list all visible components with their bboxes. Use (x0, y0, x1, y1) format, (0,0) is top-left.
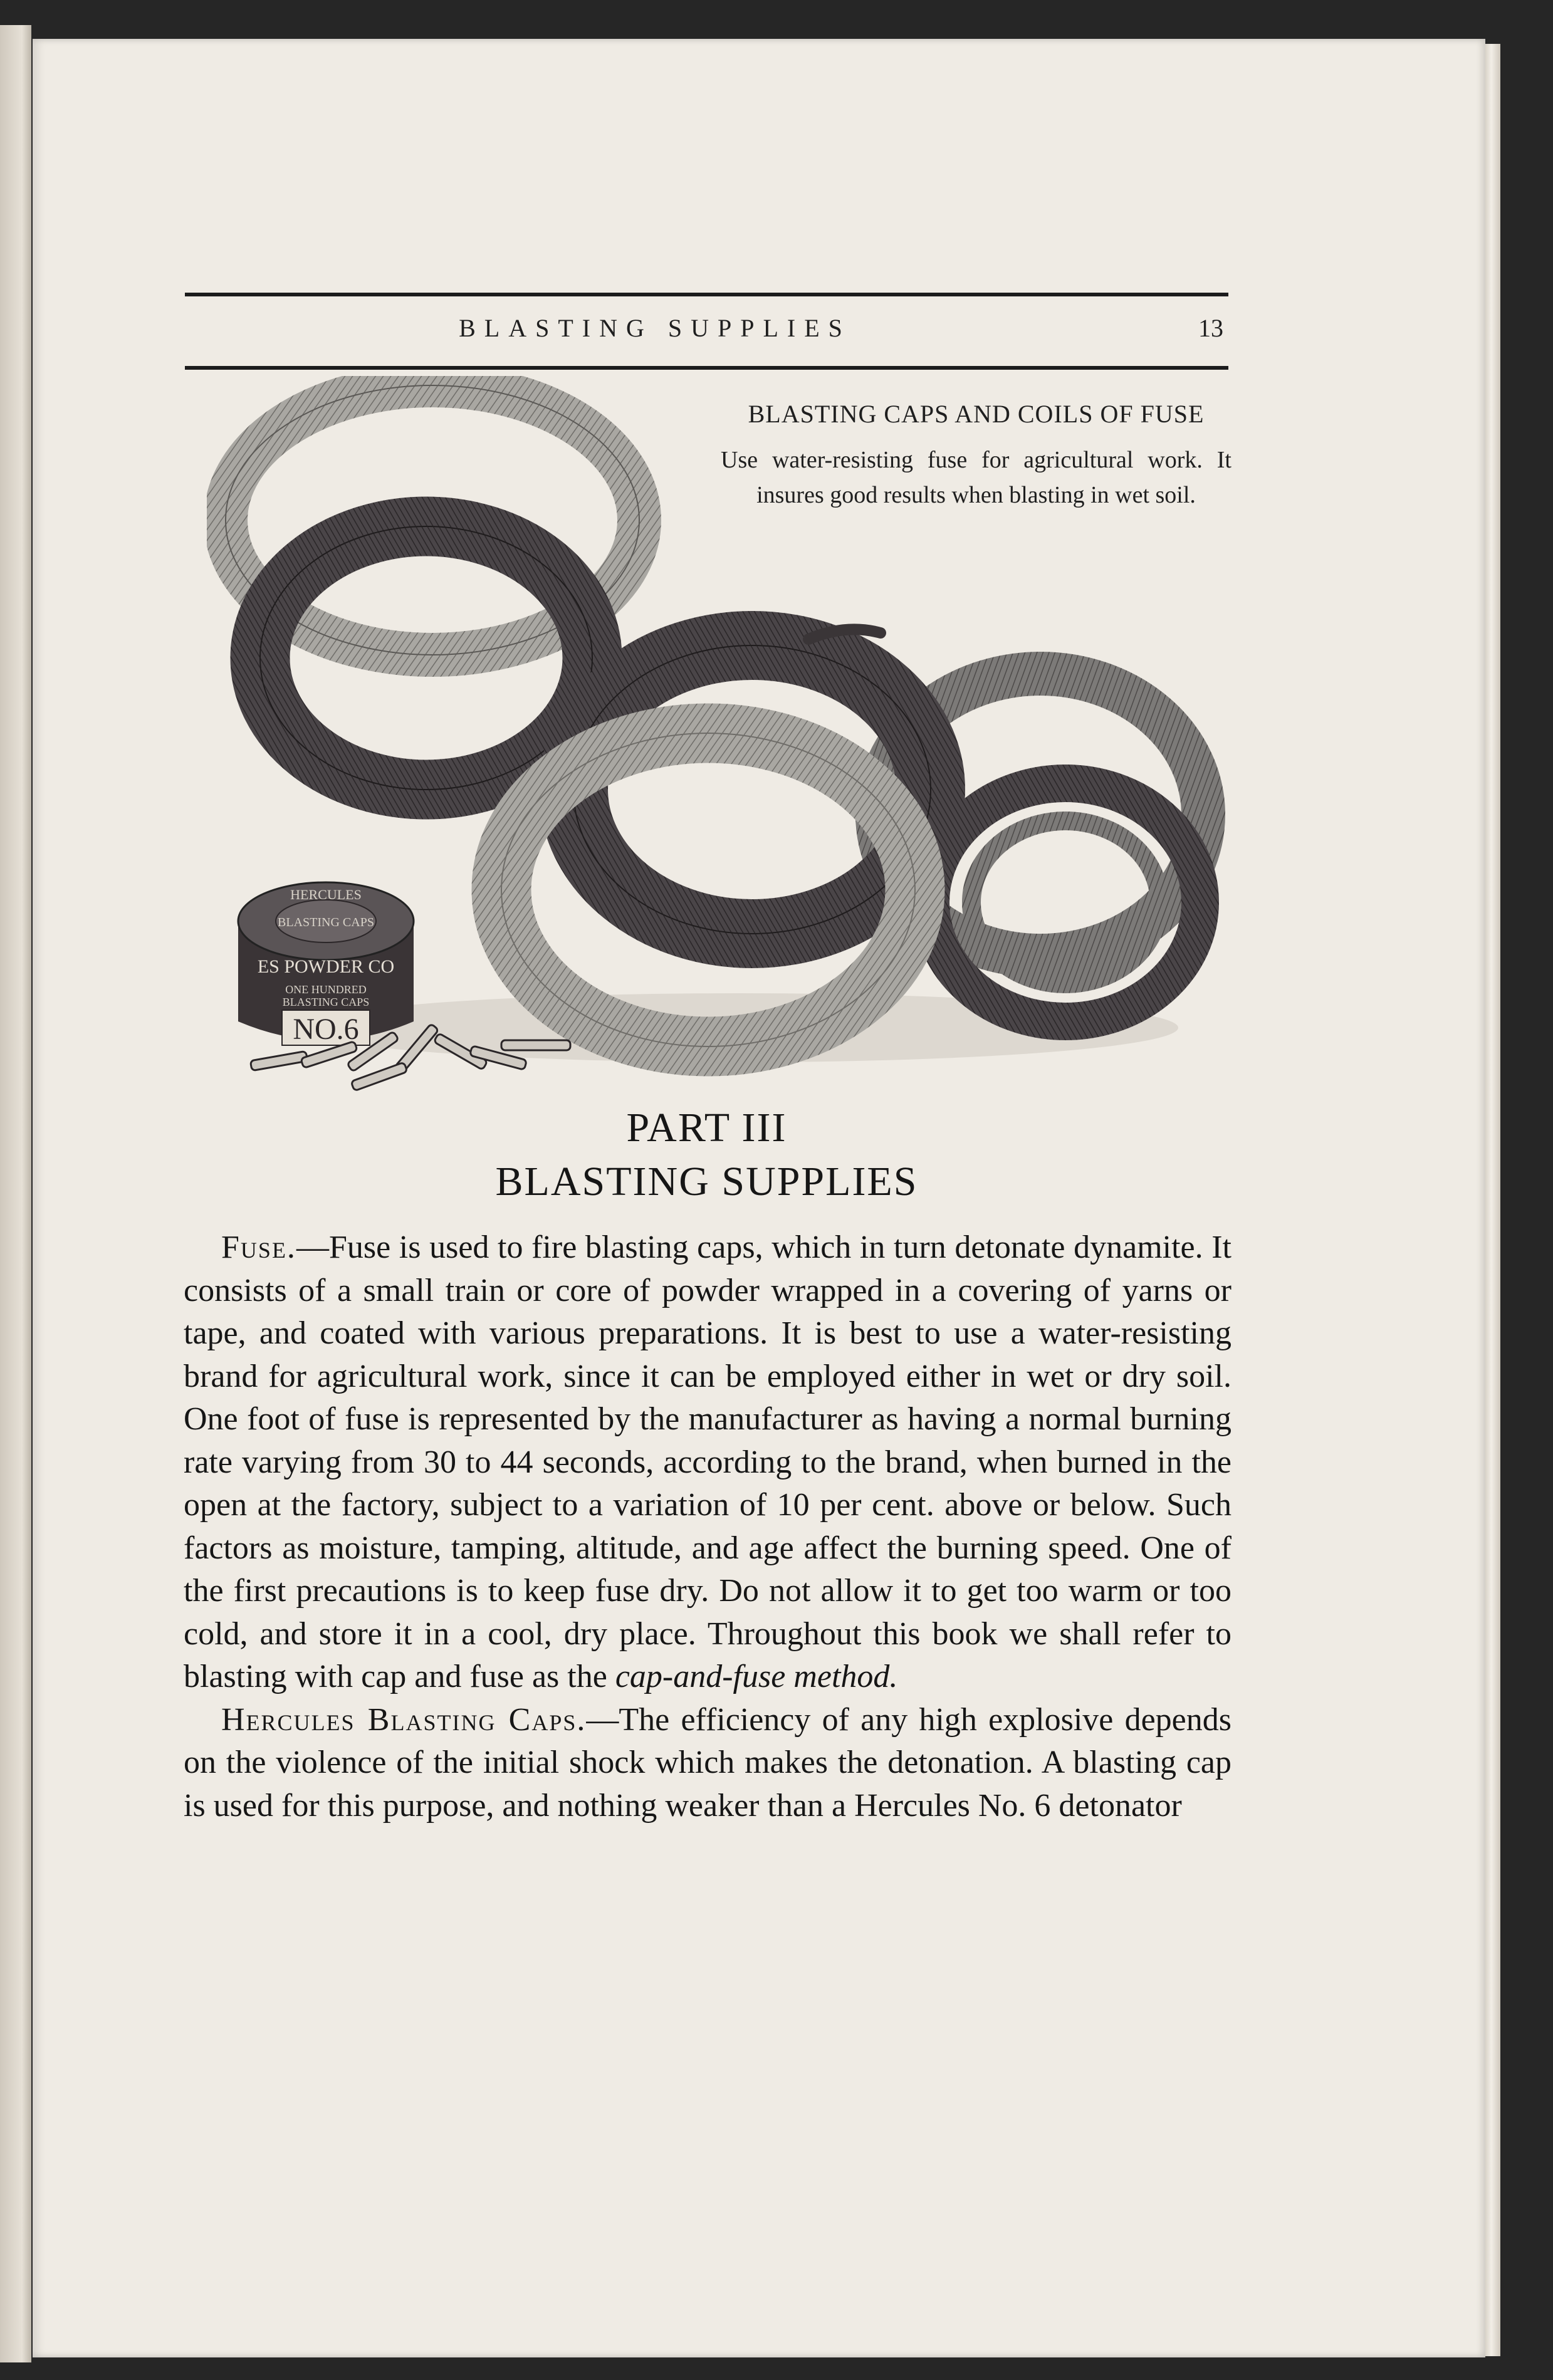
part-number: PART III (626, 1105, 787, 1151)
caption-title: BLASTING CAPS AND COILS OF FUSE (748, 400, 1205, 428)
paragraph-fuse (184, 1226, 1231, 1699)
paragraph-lead: Hercules Blasting Caps. (221, 1701, 587, 1738)
paragraph-lead: Fuse. (221, 1229, 296, 1265)
previous-page-edge (0, 25, 31, 2362)
tin-label-top: HERCULES (290, 887, 362, 902)
blasting-cap (501, 1040, 570, 1050)
tin-label-ring: BLASTING CAPS (278, 916, 374, 929)
body-text (184, 1226, 1231, 1827)
page-number: 13 (1198, 314, 1223, 342)
tin-label-brand: ES POWDER CO (257, 956, 395, 977)
header-rule-top (185, 293, 1228, 296)
figure-caption (721, 396, 1231, 513)
paragraph-caps (184, 1699, 1231, 1828)
part-title: BLASTING SUPPLIES (495, 1159, 918, 1204)
header-rule-bottom (185, 366, 1228, 370)
running-head-title: BLASTING SUPPLIES (459, 314, 851, 342)
tin-label-line2: BLASTING CAPS (282, 996, 370, 1008)
italic-phrase: cap-and-fuse method. (615, 1659, 898, 1694)
paragraph-text: —The efficiency of any high explosive depends on the violence of the initial shock which makes the detonation. A blasting cap is used for this purpose, and nothing weaker than a Hercules No. 6 detonator (184, 1701, 1231, 1824)
blasting-caps-tin (238, 882, 414, 1046)
page-edge (1485, 44, 1500, 2356)
caption-text: Use water-resisting fuse for agricultural work. It insures good results when blasting in wet soil. (721, 447, 1231, 508)
paragraph-text: —Fuse is used to fire blasting caps, which in turn detonate dynamite. It consists of a small train or core of powder wrapped in a covering of yarns or tape, and coated with various preparations. It is best to use a water-resisting brand for agricultural work, since it can be employed either in wet or dry soil. One foot of fuse is represented by the manufacturer as having a normal burning rate varying from 30 to 44 seconds, according to the brand, when burned in the open at the factory, subject to a variation of 10 per cent. above or below. Such factors as moisture, tamping, altitude, and age affect the burning speed. One of the first precautions is to keep fuse dry. Do not allow it to get too warm or too cold, and store it in a cool, dry place. Throughout this book we shall refer to blasting with cap and fuse as the (184, 1229, 1231, 1694)
tin-label-line1: ONE HUNDRED (285, 983, 367, 996)
blasting-cap (250, 1051, 307, 1070)
tin-label-size: NO.6 (293, 1013, 359, 1046)
running-head (185, 313, 1228, 351)
